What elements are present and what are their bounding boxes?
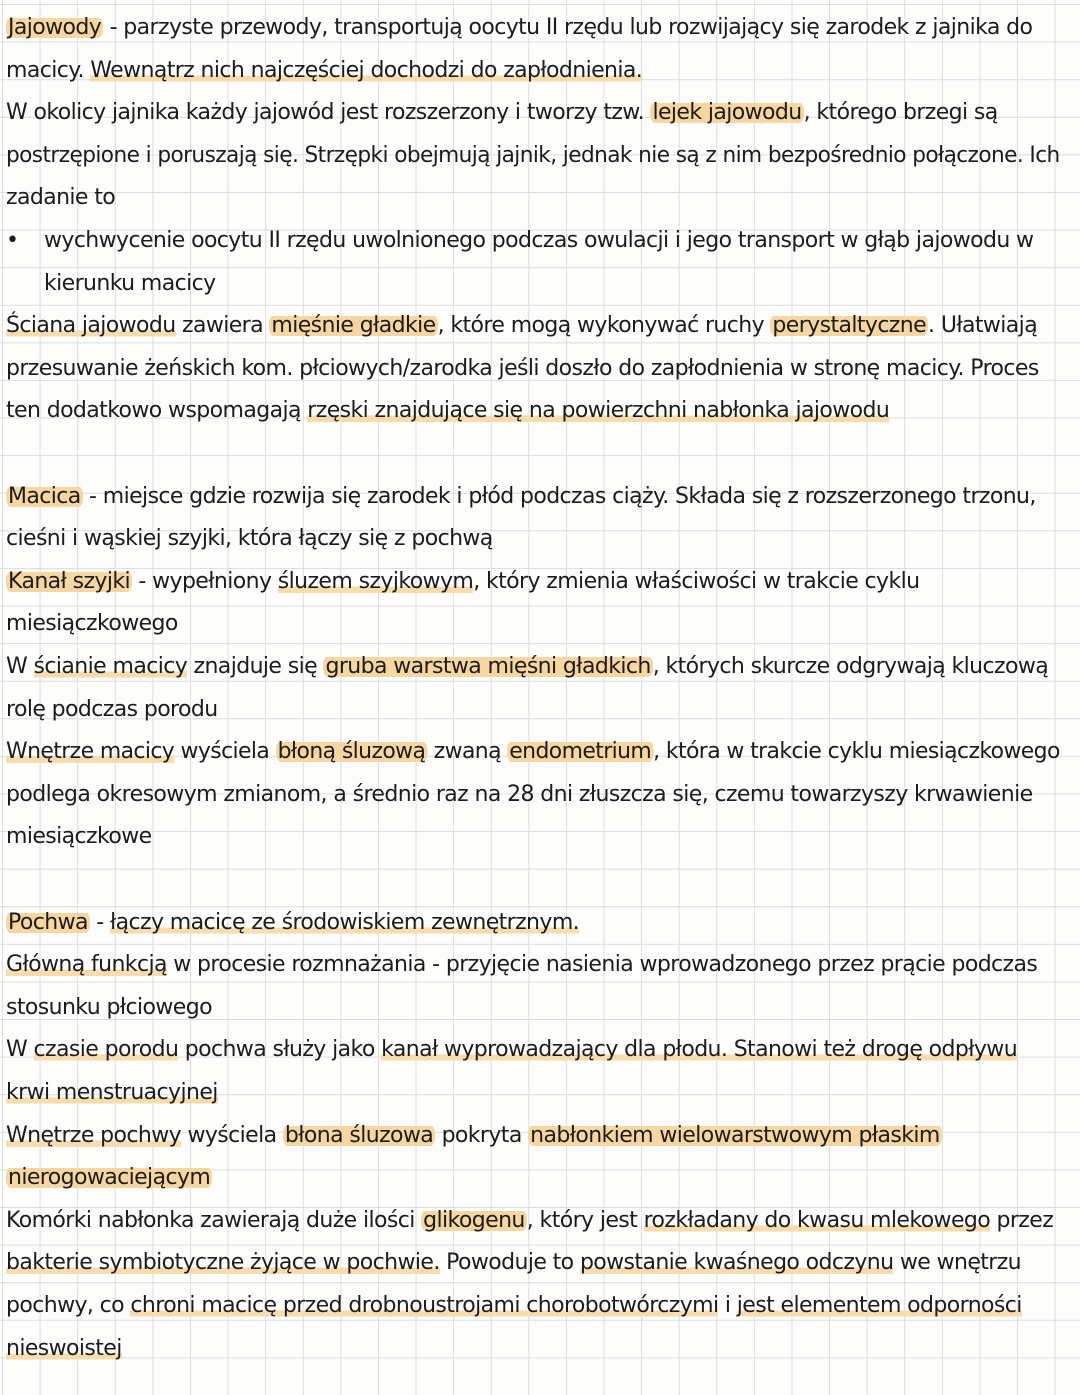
underlined-text: powstanie kwaśnego odczynu — [579, 1250, 894, 1276]
text-segment: zwaną — [427, 739, 508, 765]
highlighted-term: nabłonkiem wielowarstwowym płaskim — [530, 1122, 940, 1148]
text-segment: rolę podczas porodu — [6, 696, 218, 722]
underlined-text: rzęski znajdujące się na powierzchni nabłonka jajowodu — [307, 398, 890, 424]
text-segment: , którego brzegi są — [803, 100, 998, 126]
underlined-text: jest elementem odporności — [736, 1293, 1022, 1318]
text-line — [44, 269, 216, 299]
text-segment: cieśni i wąskiej szyjki, która łączy się z pochwą — [6, 526, 493, 552]
text-segment: macicy. — [6, 57, 91, 83]
text-line — [6, 780, 1033, 810]
text-line — [6, 354, 1039, 384]
text-line — [6, 396, 889, 426]
text-segment: kierunku macicy — [44, 270, 216, 296]
text-segment: Komórki nabłonka zawierają duże ilości — [6, 1207, 422, 1233]
text-line — [6, 908, 579, 938]
text-segment: W — [6, 654, 34, 679]
highlighted-term: Kanał szyjki — [8, 568, 130, 594]
text-segment: miesiączkowe — [6, 824, 152, 850]
underlined-text: Wewnątrz nich najczęściej dochodzi do zapłodnienia. — [90, 57, 643, 83]
highlighted-term: lejek jajowodu — [652, 100, 802, 126]
highlighted-term: Jajowody — [8, 15, 102, 40]
text-segment: wyściela — [181, 1122, 283, 1148]
text-segment: W okolicy jajnika każdy jajowód jest rozszerzony i tworzy tzw. — [6, 100, 651, 126]
underlined-text: Główną funkcją — [6, 952, 167, 978]
highlighted-term: błona śluzowa — [284, 1122, 434, 1148]
text-line — [6, 13, 1032, 43]
underlined-text: Ściana jajowodu — [6, 313, 176, 339]
text-segment: - miejsce gdzie rozwija się zarodek i płód podczas ciąży. Składa się z rozszerzonego trzonu, — [82, 483, 1036, 509]
text-segment: zawiera — [175, 313, 270, 339]
text-line — [6, 950, 1037, 980]
text-segment: , która w trakcie cyklu miesiączkowego — [653, 739, 1060, 765]
text-line — [6, 737, 1060, 767]
text-line — [6, 822, 152, 852]
text-segment: wychwycenie oocytu II rzędu uwolnionego podczas owulacji i jego transport w głąb jajowodu w — [44, 228, 1034, 253]
text-segment: w procesie rozmnażania - przyjęcie nasienia wprowadzonego przez prącie podczas — [166, 952, 1038, 978]
underlined-text: bakterie symbiotyczne żyjące w pochwie. — [6, 1250, 440, 1276]
text-segment: , których skurcze odgrywają kluczową — [652, 654, 1049, 679]
text-segment: zadanie to — [6, 185, 116, 211]
underlined-text: chroni macicę przed drobnoustrojami chorobotwórczymi — [130, 1293, 719, 1318]
text-line — [6, 141, 1060, 171]
text-line — [6, 1078, 218, 1108]
highlighted-term: perystaltyczne — [772, 313, 927, 339]
underlined-text: czasie porodu — [33, 1037, 179, 1063]
text-line — [6, 482, 1036, 512]
underlined-text: łączy macicę ze środowiskiem zewnętrznym. — [109, 909, 580, 935]
text-line — [6, 311, 1037, 341]
text-segment: Powoduje to — [439, 1250, 580, 1276]
highlighted-term: mięśnie gładkie — [271, 313, 436, 339]
text-segment: pochwy, co — [6, 1293, 131, 1318]
highlighted-term: Pochwa — [8, 909, 88, 935]
text-segment: . Ułatwiają — [928, 313, 1038, 339]
text-segment: we wnętrzu — [893, 1250, 1022, 1276]
text-line — [6, 1163, 212, 1193]
highlighted-term: Macica — [8, 483, 81, 509]
text-segment: stosunku płciowego — [6, 994, 212, 1020]
text-segment: W — [6, 1037, 34, 1063]
highlighted-term: gruba warstwa mięśni gładkich — [325, 654, 651, 679]
text-segment: wyściela — [174, 739, 276, 765]
text-segment: znajduje się — [187, 654, 324, 679]
text-segment: - — [89, 909, 110, 935]
text-line — [6, 524, 493, 554]
highlighted-term: glikogenu — [423, 1207, 525, 1233]
bullet-icon: • — [6, 228, 19, 253]
highlighted-term: nierogowaciejącym — [8, 1165, 211, 1191]
text-line — [6, 1291, 1022, 1321]
underlined-text: rozkładany do kwasu mlekowego — [643, 1207, 991, 1233]
underlined-text: śluzem szyjkowym — [277, 568, 474, 594]
underlined-text: krwi menstruacyjnej — [6, 1080, 218, 1105]
underlined-text: kanał wyprowadzający dla płodu. Stanowi też drogę odpływu — [381, 1037, 1018, 1063]
text-segment: miesiączkowego — [6, 611, 178, 637]
text-segment: podlega okresowym zmianom, a średnio raz na 28 dni złuszcza się, czemu towarzyszy krwawienie — [6, 781, 1033, 807]
text-segment: , które mogą wykonywać ruchy — [437, 313, 771, 339]
text-segment: ten dodatkowo wspomagają — [6, 398, 308, 424]
underlined-text: ścianie macicy — [33, 654, 188, 679]
text-segment: - parzyste przewody, transportują oocytu II rzędu lub rozwijający się zarodek z jajnika do — [103, 15, 1033, 40]
text-line — [6, 1248, 1021, 1278]
text-line — [6, 1035, 1017, 1065]
text-line — [6, 1334, 122, 1364]
underlined-text: Wnętrze pochwy — [6, 1122, 182, 1148]
text-line — [6, 98, 998, 128]
underlined-text: nieswoistej — [6, 1335, 122, 1361]
text-segment: i — [718, 1293, 737, 1318]
text-line — [6, 567, 919, 597]
text-segment: przesuwanie żeńskich kom. płciowych/zarodka jeśli doszło do zapłodnienia w stronę macicy. Proces — [6, 355, 1039, 381]
text-segment: przez — [990, 1207, 1054, 1233]
underlined-text: Wnętrze macicy — [6, 739, 175, 765]
text-segment: postrzępione i poruszają się. Strzępki obejmują jajnik, jednak nie są z nim bezpośrednio połączone. Ich — [6, 142, 1060, 168]
text-line — [6, 56, 642, 86]
text-line — [6, 183, 115, 213]
bullet-line — [6, 226, 1033, 256]
text-segment: , który jest — [526, 1207, 644, 1233]
text-segment: pochwa służy jako — [178, 1037, 382, 1063]
text-line — [6, 993, 212, 1023]
highlighted-term: endometrium — [509, 739, 652, 765]
text-line — [6, 609, 178, 639]
text-line — [6, 1206, 1053, 1236]
text-segment: - wypełniony — [132, 568, 278, 594]
text-line — [6, 1121, 942, 1151]
text-line — [6, 652, 1048, 682]
text-line — [6, 695, 218, 725]
text-segment: , który zmienia właściwości w trakcie cyklu — [473, 568, 920, 594]
text-segment: pokryta — [435, 1122, 529, 1148]
highlighted-term: błoną śluzową — [277, 739, 426, 765]
